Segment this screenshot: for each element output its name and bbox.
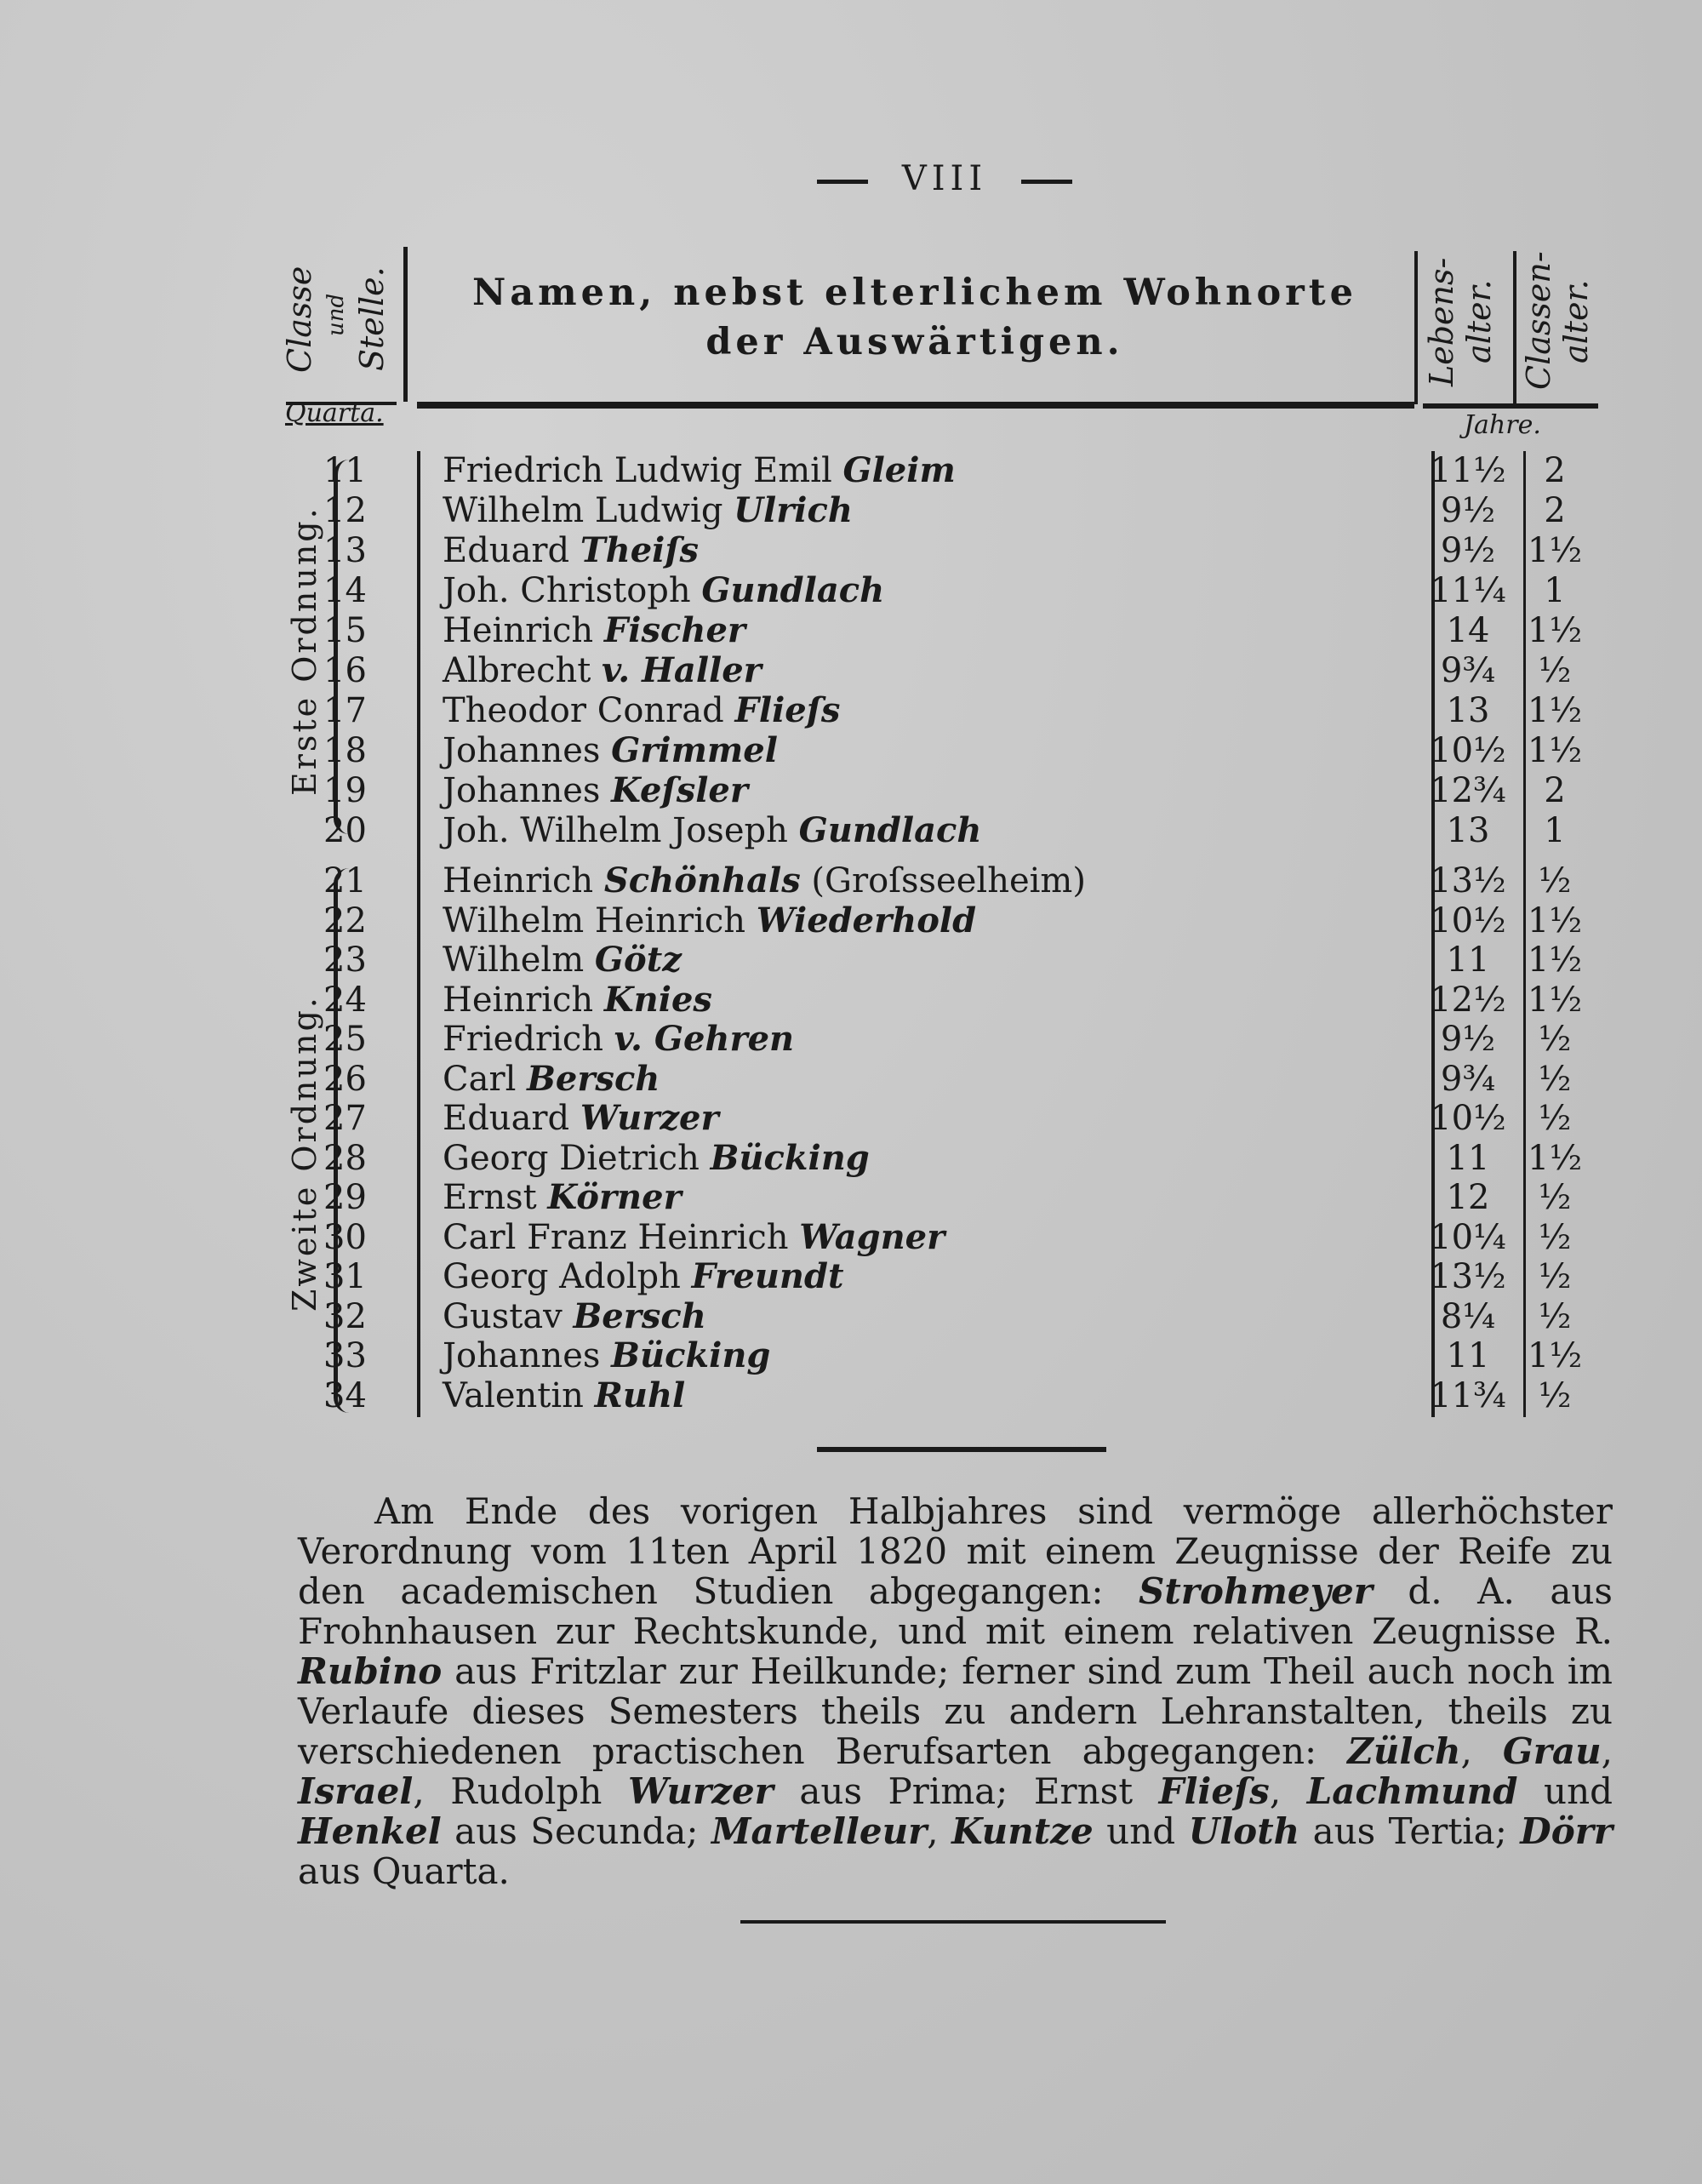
student-age: 9½ [1440, 1020, 1496, 1059]
student-surname: Körner [547, 1177, 682, 1217]
student-age: 10½ [1430, 731, 1506, 770]
departures-paragraph [298, 1491, 1613, 1891]
student-number: 24 [323, 980, 367, 1020]
paragraph-text: Am Ende des vorigen Halbjahres sind vermöge allerhöchster Verordnung vom 11ten April 1820 mit einem Zeugnisse der Reife zu den academischen Studien abgegangen: [298, 1490, 1613, 1612]
student-age: 8¼ [1440, 1296, 1496, 1336]
header-title-line1: Namen, nebst elterlichem Wohnorte [471, 272, 1357, 314]
student-number: 29 [323, 1178, 367, 1217]
student-row [323, 771, 1600, 810]
student-name [443, 611, 745, 650]
student-given-name: Valentin [443, 1375, 595, 1415]
paragraph-text: d. A. aus Frohnhausen zur Rechtskunde, und mit einem relativen Zeugnisse R. [298, 1570, 1613, 1652]
student-given-name: Joh. Christoph [443, 571, 702, 610]
student-row [323, 861, 1600, 900]
student-given-name: Joh. Wilhelm Joseph [443, 811, 799, 850]
paragraph-text: aus Secunda; [441, 1810, 712, 1852]
student-surname: Flieſs [734, 690, 841, 730]
student-number: 21 [323, 861, 367, 900]
student-age: 13½ [1430, 1257, 1506, 1296]
student-class-age: 2 [1544, 451, 1566, 490]
student-row [323, 571, 1600, 610]
header-classe: Classe [281, 266, 318, 373]
student-age: 9¾ [1440, 651, 1496, 690]
student-number: 12 [323, 491, 367, 530]
header-title [417, 268, 1413, 367]
student-row [323, 611, 1600, 650]
student-row [323, 1336, 1600, 1375]
paragraph-name: Uloth [1188, 1810, 1300, 1852]
paragraph-text: aus Tertia; [1299, 1810, 1521, 1852]
paragraph-name: Lachmund [1306, 1770, 1518, 1812]
student-given-name: Friedrich [443, 1020, 614, 1059]
student-age: 11 [1446, 1336, 1490, 1375]
student-class-age: ½ [1538, 1217, 1572, 1257]
student-surname: Bersch [573, 1295, 706, 1336]
student-name [443, 531, 699, 570]
group-label-erste: Erste Ordnung. [286, 506, 323, 797]
student-age: 9¾ [1440, 1059, 1496, 1099]
student-row [323, 1376, 1600, 1415]
student-age: 11¼ [1430, 571, 1506, 610]
student-given-name: Johannes [443, 771, 612, 810]
student-class-age: ½ [1538, 1099, 1572, 1138]
page-number-dash-left [817, 180, 868, 184]
student-given-name: Theodor Conrad [443, 691, 735, 730]
student-class-age: 1 [1544, 811, 1566, 850]
header-rule-left [403, 247, 408, 402]
paragraph-name: Grau [1502, 1730, 1602, 1772]
student-row [323, 1178, 1600, 1217]
page-number-text: VIII [901, 159, 988, 198]
student-given-name: Wilhelm [443, 940, 595, 980]
student-number: 25 [323, 1020, 367, 1059]
student-surname: Gundlach [701, 570, 885, 610]
student-number: 33 [323, 1336, 367, 1375]
student-given-name: Heinrich [443, 611, 604, 650]
paragraph-text: , [1269, 1770, 1307, 1812]
student-row [323, 451, 1600, 490]
student-number: 14 [323, 571, 367, 610]
header-classenalter: Classen-alter. [1520, 251, 1595, 390]
student-surname: Bücking [611, 1335, 771, 1375]
student-name [443, 1099, 719, 1138]
class-name: Quarta. [285, 398, 384, 428]
paragraph-name: Flieſs [1158, 1770, 1270, 1812]
student-surname: Wagner [799, 1216, 945, 1257]
header-stelle: Stelle. [353, 266, 391, 372]
student-age: 14 [1446, 611, 1490, 650]
student-class-age: 1½ [1527, 1138, 1583, 1178]
student-given-name: Ernst [443, 1178, 548, 1217]
student-number: 13 [323, 531, 367, 570]
student-surname: Götz [594, 940, 682, 980]
paragraph-name: Wurzer [627, 1770, 774, 1812]
student-class-age: ½ [1538, 1020, 1572, 1059]
student-surname: Bücking [710, 1137, 870, 1178]
header-rule-right [1513, 251, 1516, 404]
student-number: 15 [323, 611, 367, 650]
student-row [323, 531, 1600, 570]
student-class-age: ½ [1538, 1296, 1572, 1336]
student-surname: Gundlach [798, 810, 982, 850]
student-surname: Ruhl [594, 1375, 686, 1415]
student-class-age: ½ [1538, 861, 1572, 900]
student-age: 12¾ [1430, 771, 1506, 810]
student-given-name: Friedrich Ludwig Emil [443, 451, 843, 490]
student-name [443, 1336, 770, 1375]
student-age: 13 [1446, 691, 1490, 730]
paragraph-text: aus Quarta. [298, 1850, 510, 1892]
student-name [443, 901, 976, 940]
student-surname: Keſsler [611, 770, 748, 810]
student-number: 26 [323, 1059, 367, 1099]
student-age: 13½ [1430, 861, 1506, 900]
student-number: 16 [323, 651, 367, 690]
student-row [323, 901, 1600, 940]
end-rule [740, 1920, 1166, 1924]
student-row [323, 1257, 1600, 1296]
student-given-name: Gustav [443, 1296, 574, 1336]
student-name [443, 651, 762, 690]
header-lebensalter: Lebens-alter. [1423, 257, 1498, 386]
student-given-name: Albrecht [443, 651, 603, 690]
paragraph-name: Henkel [298, 1810, 442, 1852]
student-number: 31 [323, 1257, 367, 1296]
student-given-name: Eduard [443, 531, 580, 570]
student-class-age: 2 [1544, 771, 1566, 810]
student-name [443, 1257, 843, 1296]
student-row [323, 1060, 1600, 1099]
student-class-age: 2 [1544, 491, 1566, 530]
student-row [323, 811, 1600, 850]
student-number: 27 [323, 1099, 367, 1138]
paragraph-text: , [927, 1810, 952, 1852]
paragraph-text: , Rudolph [413, 1770, 628, 1812]
student-given-name: Heinrich [443, 980, 604, 1020]
student-row [323, 940, 1600, 980]
student-age: 13 [1446, 811, 1490, 850]
student-surname: Fischer [603, 610, 745, 650]
student-name [443, 981, 712, 1020]
student-name [443, 1060, 660, 1099]
student-origin: (Groſsseelheim) [800, 861, 1086, 900]
paragraph-name: Dörr [1520, 1810, 1613, 1852]
student-class-age: 1½ [1527, 691, 1583, 730]
student-name [443, 940, 682, 980]
student-given-name: Heinrich [443, 861, 604, 900]
student-row [323, 731, 1600, 770]
student-surname: v. Haller [602, 650, 762, 690]
student-row [323, 651, 1600, 690]
student-name [443, 1139, 870, 1178]
header-underline [417, 402, 1414, 409]
paragraph-text: aus Prima; Ernst [773, 1770, 1159, 1812]
student-row [323, 1139, 1600, 1178]
student-class-age: 1½ [1527, 980, 1583, 1020]
student-number: 34 [323, 1375, 367, 1415]
student-name [443, 1020, 794, 1059]
header-title-line2: der Auswärtigen. [705, 321, 1124, 363]
student-number: 23 [323, 940, 367, 980]
student-number: 18 [323, 731, 367, 770]
student-surname: Ulrich [734, 490, 853, 530]
student-name [443, 1297, 706, 1336]
header-rule-mid [1414, 251, 1418, 404]
student-class-age: ½ [1538, 1059, 1572, 1099]
student-given-name: Wilhelm Ludwig [443, 491, 734, 530]
student-name [443, 451, 956, 490]
student-class-age: 1½ [1527, 900, 1583, 940]
section-divider [817, 1447, 1106, 1452]
student-class-age: 1½ [1527, 611, 1583, 650]
header-und: und [323, 293, 349, 337]
student-age: 10¼ [1430, 1217, 1506, 1257]
student-given-name: Carl Franz Heinrich [443, 1217, 800, 1257]
student-row [323, 1099, 1600, 1138]
student-class-age: ½ [1538, 651, 1572, 690]
student-surname: Knies [603, 979, 712, 1020]
paragraph-name: Martelleur [711, 1810, 928, 1852]
student-row [323, 1020, 1600, 1059]
student-row [323, 491, 1600, 530]
student-name [443, 861, 1086, 900]
paragraph-text: , [1601, 1730, 1613, 1772]
paragraph-name: Zülch [1347, 1730, 1461, 1772]
paragraph-text: und [1093, 1810, 1189, 1852]
student-age: 11 [1446, 1138, 1490, 1178]
student-age: 12 [1446, 1178, 1490, 1217]
student-given-name: Johannes [443, 1336, 612, 1375]
student-given-name: Georg Adolph [443, 1257, 692, 1296]
student-surname: Wurzer [580, 1098, 719, 1138]
student-number: 17 [323, 691, 367, 730]
student-name [443, 1178, 682, 1217]
student-number: 11 [323, 451, 367, 490]
student-given-name: Georg Dietrich [443, 1138, 711, 1178]
student-name [443, 1218, 945, 1257]
student-given-name: Wilhelm Heinrich [443, 900, 757, 940]
student-name [443, 1376, 685, 1415]
student-age: 9½ [1440, 531, 1496, 570]
paragraph-text: aus Fritzlar zur Heilkunde; ferner sind zum Theil auch noch im Verlaufe dieses Semesters theils zu andern Lehranstalten, theils zu verschiedenen practischen Berufsarten abgegangen: [298, 1650, 1613, 1772]
group-label-zweite: Zweite Ordnung. [286, 995, 323, 1312]
student-row [323, 691, 1600, 730]
student-row [323, 1218, 1600, 1257]
paragraph-name: Strohmeyer [1139, 1570, 1373, 1612]
student-surname: Freundt [691, 1256, 844, 1296]
paragraph-name: Kuntze [951, 1810, 1094, 1852]
page-number [749, 153, 1140, 204]
student-class-age: 1½ [1527, 531, 1583, 570]
student-name [443, 771, 748, 810]
student-row [323, 981, 1600, 1020]
paragraph-text: , [1460, 1730, 1503, 1772]
student-name [443, 811, 981, 850]
student-surname: v. Gehren [614, 1019, 795, 1059]
student-class-age: ½ [1538, 1178, 1572, 1217]
student-age: 12½ [1430, 980, 1506, 1020]
page-number-dash-right [1021, 180, 1072, 184]
student-age: 9½ [1440, 491, 1496, 530]
paragraph-name: Israel [298, 1770, 414, 1812]
student-class-age: 1 [1544, 571, 1566, 610]
student-number: 28 [323, 1138, 367, 1178]
student-name [443, 731, 778, 770]
header-underline-ages [1423, 403, 1598, 409]
student-class-age: 1½ [1527, 940, 1583, 980]
age-unit: Jahre. [1464, 410, 1541, 440]
student-number: 30 [323, 1217, 367, 1257]
student-number: 22 [323, 900, 367, 940]
student-name [443, 571, 884, 610]
student-given-name: Carl [443, 1059, 528, 1099]
student-surname: Theiſs [580, 530, 700, 570]
student-class-age: ½ [1538, 1257, 1572, 1296]
student-name [443, 491, 853, 530]
student-surname: Schönhals [603, 860, 801, 900]
student-age: 10½ [1430, 1099, 1506, 1138]
paragraph-name: Rubino [298, 1650, 443, 1692]
student-class-age: 1½ [1527, 731, 1583, 770]
student-number: 19 [323, 771, 367, 810]
student-age: 11¾ [1430, 1375, 1506, 1415]
student-surname: Grimmel [611, 730, 778, 770]
student-age: 11½ [1430, 451, 1506, 490]
student-given-name: Johannes [443, 731, 612, 770]
student-number: 20 [323, 811, 367, 850]
student-name [443, 691, 840, 730]
student-given-name: Eduard [443, 1099, 580, 1138]
paragraph-text: und [1517, 1770, 1613, 1812]
student-surname: Gleim [842, 450, 956, 490]
student-row [323, 1297, 1600, 1336]
student-surname: Bersch [527, 1058, 660, 1099]
student-surname: Wiederhold [756, 900, 977, 940]
student-age: 10½ [1430, 900, 1506, 940]
student-number: 32 [323, 1296, 367, 1336]
student-class-age: 1½ [1527, 1336, 1583, 1375]
student-age: 11 [1446, 940, 1490, 980]
student-class-age: ½ [1538, 1375, 1572, 1415]
